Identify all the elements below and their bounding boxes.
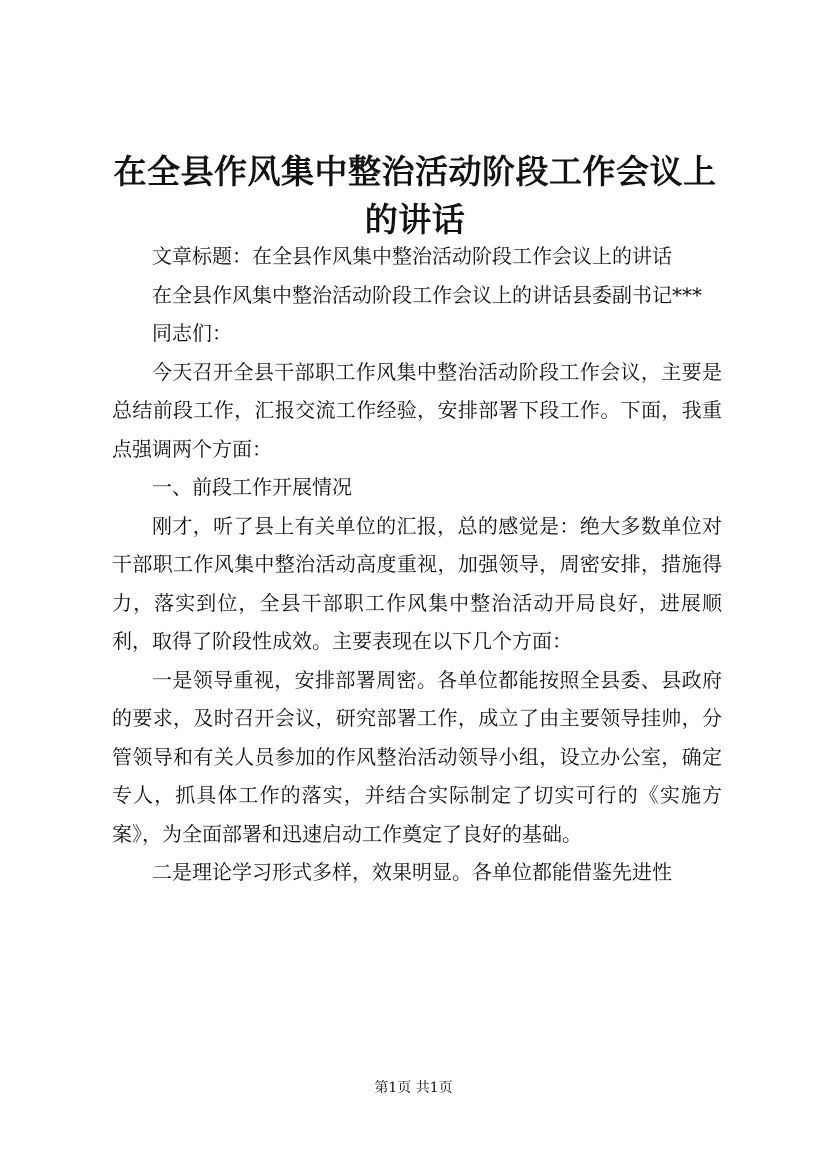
- paragraph-point-two: 二是理论学习形式多样，效果明显。各单位都能借鉴先进性: [152, 860, 672, 884]
- paragraph-speech-heading: 在全县作风集中整治活动阶段工作会议上的讲话县委副书记***: [152, 282, 702, 307]
- paragraph-point-one: 一是领导重视，安排部署周密。各单位都能按照全县委、县政府的要求，及时召开会议，研究部署工作，成立了由主要领导挂帅，分管领导和有关人员参加的作风整治活动领导小组，设立办公室，确定专人，抓具体工作的落实，并结合实际制定了切实可行的《实施方案》，为全面部署和迅速启动工作奠定了良好的基础。: [112, 667, 722, 846]
- paragraph-summary: 刚才，听了县上有关单位的汇报，总的感觉是：绝大多数单位对干部职工作风集中整治活动高度重视，加强领导，周密安排，措施得力，落实到位，全县干部职工作风集中整治活动开局良好，进展顺利，取得了阶段性成效。主要表现在以下几个方面：: [112, 513, 722, 653]
- paragraph-introduction: 今天召开全县干部职工作风集中整治活动阶段工作会议，主要是总结前段工作，汇报交流工作经验，安排部署下段工作。下面，我重点强调两个方面：: [112, 359, 722, 461]
- paragraph-article-title: 文章标题：在全县作风集中整治活动阶段工作会议上的讲话: [152, 244, 672, 268]
- page-number-footer: 第1页 共1页: [374, 1080, 453, 1096]
- document-title: 在全县作风集中整治活动阶段工作会议上的讲话: [113, 152, 717, 239]
- paragraph-salutation: 同志们：: [152, 321, 232, 345]
- section-heading-one: 一、前段工作开展情况: [152, 475, 352, 499]
- document-body: [112, 237, 722, 892]
